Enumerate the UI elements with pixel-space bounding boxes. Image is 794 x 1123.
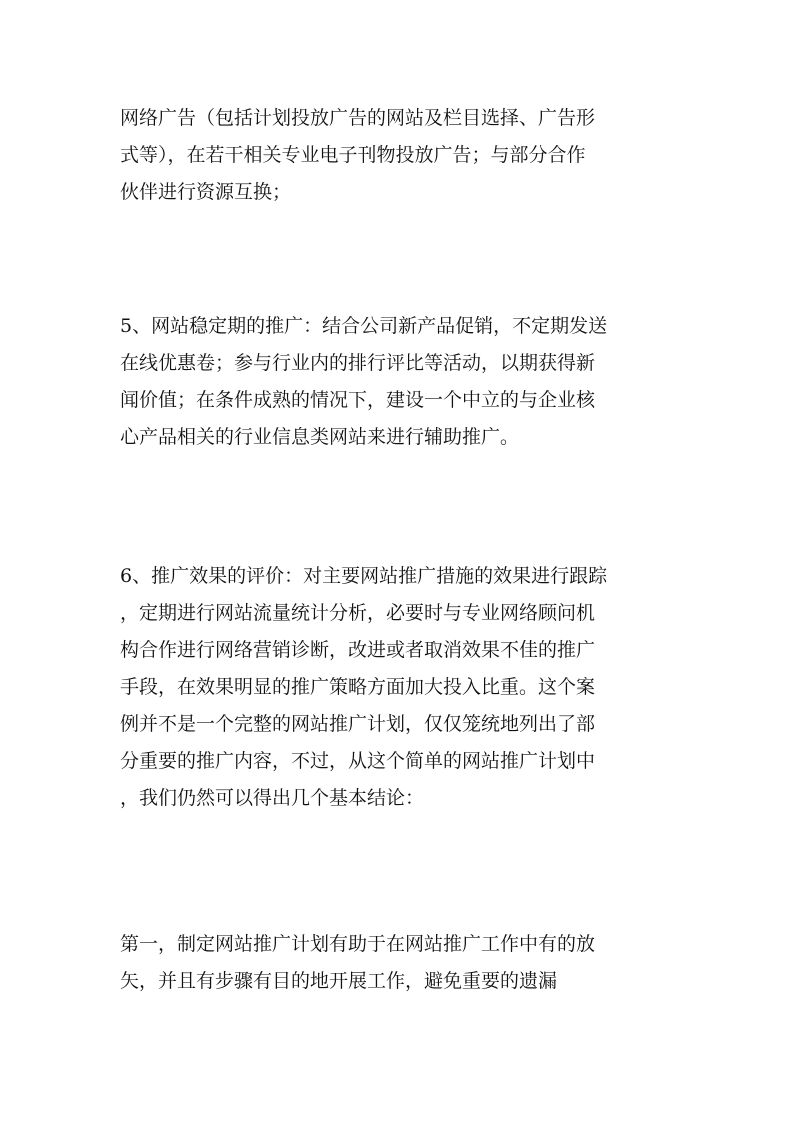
- paragraph-conclusion-first: [120, 926, 680, 1000]
- paragraph-stable-period-promotion: [120, 308, 680, 456]
- text-line: 5、网站稳定期的推广：结合公司新产品促销，不定期发送: [120, 315, 608, 337]
- text-line: 6、推广效果的评价：对主要网站推广措施的效果进行跟踪: [120, 565, 608, 587]
- text-line: 心产品相关的行业信息类网站来进行辅助推广。: [120, 426, 520, 448]
- text-line: ，我们仍然可以得出几个基本结论：: [120, 787, 425, 809]
- text-line: 矢，并且有步骤有目的地开展工作，避免重要的遗漏: [120, 970, 558, 992]
- text-line: 构合作进行网络营销诊断，改进或者取消效果不佳的推广: [120, 639, 596, 661]
- text-line: 式等），在若干相关专业电子刊物投放广告；与部分合作: [120, 144, 586, 166]
- text-line: 手段，在效果明显的推广策略方面加大投入比重。这个案: [120, 676, 596, 698]
- text-line: 网络广告（包括计划投放广告的网站及栏目选择、广告形: [120, 107, 596, 129]
- text-line: 闻价值；在条件成熟的情况下，建设一个中立的与企业核: [120, 389, 596, 411]
- paragraph-advertising: [120, 100, 680, 211]
- text-line: 分重要的推广内容，不过，从这个简单的网站推广计划中: [120, 750, 596, 772]
- paragraph-promotion-evaluation: [120, 558, 680, 817]
- text-line: 在线优惠卷；参与行业内的排行评比等活动，以期获得新: [120, 352, 596, 374]
- text-line: 第一，制定网站推广计划有助于在网站推广工作中有的放: [120, 933, 596, 955]
- text-line: 例并不是一个完整的网站推广计划，仅仅笼统地列出了部: [120, 713, 596, 735]
- text-line: ，定期进行网站流量统计分析，必要时与专业网络顾问机: [120, 602, 596, 624]
- text-line: 伙伴进行资源互换；: [120, 181, 292, 203]
